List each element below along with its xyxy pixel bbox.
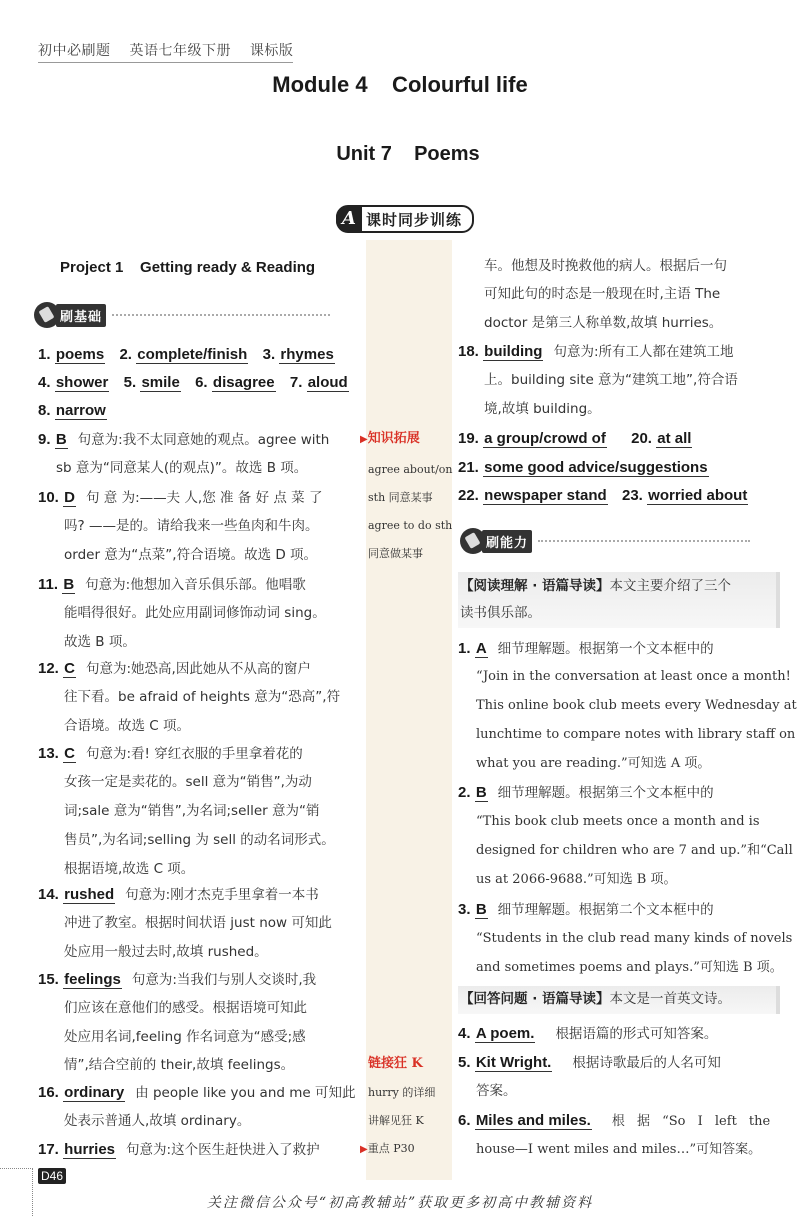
question-14: [38, 880, 319, 910]
edition-name: 课标版: [249, 43, 294, 59]
question-number: 11.: [38, 576, 59, 593]
explanation-text: 根据诗歌最后的人名可知: [572, 1055, 721, 1071]
question-11-cont: [64, 599, 326, 628]
question-number: 15.: [38, 971, 59, 988]
reading-question-6: [458, 1106, 770, 1136]
question-13-cont: [64, 797, 320, 826]
dotted-divider: [112, 314, 330, 316]
explanation-text: “Students in the club read many kinds of novels: [476, 931, 793, 946]
question-number: 13.: [38, 745, 59, 762]
explanation-text: 词;sale 意为“销售”,为名词;seller 意为“销: [64, 803, 320, 819]
link-title: 链接狂 K: [368, 1056, 423, 1071]
answer: Kit Wright.: [475, 1054, 552, 1071]
question-11: [38, 570, 306, 600]
answer: aloud: [307, 374, 348, 391]
explanation-text: 细节理解题。根据第三个文本框中的: [497, 785, 714, 801]
explanation-text: 细节理解题。根据第一个文本框中的: [497, 641, 714, 657]
unit-title: Unit 7 Poems: [336, 143, 480, 165]
answer: rushed: [64, 886, 115, 903]
answer: poems: [55, 346, 105, 363]
question-10: [38, 483, 322, 513]
explanation-text: 句意为:他想加入音乐俱乐部。他唱歌: [85, 577, 306, 593]
reading-question-2-cont: [476, 836, 793, 865]
explanation-text: 情”,结合空前的 their,故填 feelings。: [64, 1057, 295, 1073]
question-number: 10.: [38, 489, 59, 506]
question-11-cont: [64, 628, 136, 657]
dotted-divider: [538, 540, 750, 542]
question-number: 18.: [458, 343, 479, 360]
question-16: [38, 1078, 355, 1108]
answer: newspaper stand: [484, 487, 607, 504]
question-17-cont: [484, 252, 727, 281]
pointer-arrow-icon: ▶: [360, 1144, 368, 1155]
question-number: 1.: [38, 346, 51, 363]
question-number: 2.: [119, 346, 132, 363]
explanation-text: sb 意为“同意某人(的观点)”。故选 B 项。: [56, 460, 308, 476]
explanation-text: 吗? ——是的。请给我来一些鱼肉和牛肉。: [64, 518, 319, 534]
explanation-text: 上。building site 意为“建筑工地”,符合语: [484, 372, 738, 388]
question-number: 2.: [458, 784, 471, 801]
question-9-cont: [56, 454, 307, 483]
answer: rhymes: [280, 346, 334, 363]
explanation-text: 合语境。故选 C 项。: [64, 718, 191, 734]
explanation-text: 句意为:当我们与别人交谈时,我: [131, 972, 317, 988]
question-14-cont: [64, 909, 332, 938]
margin-notes-strip: [366, 240, 452, 1180]
answer: a group/crowd of: [484, 430, 606, 447]
question-number: 14.: [38, 886, 59, 903]
explanation-text: 句意为:她恐高,因此她从不从高的窗户: [86, 661, 311, 677]
project-title: Project 1 Getting ready & Reading: [60, 259, 316, 276]
explanation-text: “Join in the conversation at least once a month!: [476, 669, 791, 684]
reading-question-2-cont: [476, 865, 676, 894]
question-number: 16.: [38, 1084, 59, 1101]
reading-question-3-cont: [476, 924, 792, 953]
question-12: [38, 654, 311, 684]
question-18-cont: [484, 366, 738, 395]
subject-name: 英语七年级下册: [129, 43, 231, 59]
question-15: [38, 965, 316, 995]
question-18: [458, 337, 734, 367]
answer: B: [475, 784, 487, 801]
explanation-text: lunchtime to compare notes with library staff on: [476, 727, 796, 742]
explanation-text: 往下看。be afraid of heights 意为“恐高”,符: [64, 689, 341, 705]
answer: some good advice/suggestions: [484, 459, 708, 476]
knowledge-expansion-title: [360, 425, 420, 454]
explanation-text: designed for children who are 7 and up.”和“Call: [476, 843, 793, 858]
answer-row-3: [38, 396, 107, 426]
explanation-text: 本文主要介绍了三个: [609, 578, 732, 594]
answer: C: [64, 745, 75, 762]
answer-row-2: [38, 368, 349, 398]
question-number: 6.: [458, 1112, 471, 1129]
answer: B: [63, 576, 75, 593]
section-badge: [336, 205, 474, 233]
text: 重点 P30: [367, 1142, 415, 1155]
explanation-text: 售员”,为名词;selling 为 sell 的动名词形式。: [64, 832, 335, 848]
explanation-text: 【回答问题 · 语篇导读】: [460, 991, 610, 1007]
question-17-cont: [484, 280, 720, 309]
explanation-text: 由 people like you and me 可知此: [135, 1085, 356, 1101]
question-15-cont: [64, 1051, 294, 1080]
question-number: 5.: [123, 374, 137, 391]
reading-question-6-cont: [476, 1135, 761, 1164]
section-letter: A: [336, 207, 362, 231]
footer-note: 关注微信公众号“初高教辅站”获取更多初高中教辅资料: [206, 1195, 594, 1211]
explanation-text: 句意为:这个医生赶快进入了救护: [126, 1142, 320, 1158]
link-note: hurry 的详细: [368, 1086, 436, 1099]
question-13-cont: [64, 768, 312, 797]
answer: hurries: [64, 1141, 116, 1158]
ability-practice-tag: [460, 528, 750, 554]
question-17: [38, 1135, 320, 1165]
answer: building: [484, 343, 543, 360]
question-9: [38, 425, 329, 455]
explanation-text: 女孩一定是卖花的。sell 意为“销售”,为动: [64, 774, 312, 790]
question-number: 5.: [458, 1054, 471, 1071]
explanation-text: and sometimes poems and plays.”可知选 B 项。: [476, 960, 783, 975]
reading-question-3: [458, 895, 714, 925]
question-number: 1.: [458, 640, 471, 657]
question-number: 6.: [195, 374, 208, 391]
question-17-cont: [484, 309, 722, 338]
explanation-text: 处应用一般过去时,故填 rushed。: [64, 944, 268, 960]
reading-question-1-cont: [476, 720, 795, 749]
answer: A: [475, 640, 487, 657]
question-number: 19.: [458, 430, 479, 447]
link-note: 讲解见狂 K: [368, 1114, 424, 1127]
question-21: [458, 453, 709, 483]
explanation-text: 冲进了教室。根据时间状语 just now 可知此: [64, 915, 332, 931]
question-number: 20.: [631, 430, 652, 447]
explanation-text: 可知此句的时态是一般现在时,主语 The: [484, 286, 721, 302]
explanation-text: 答案。: [476, 1083, 517, 1099]
question-number: 12.: [38, 660, 59, 677]
question-number: 21.: [458, 459, 479, 476]
explanation-text: 句意为:刚才杰克手里拿着一本书: [125, 887, 319, 903]
question-10-cont: [64, 512, 318, 541]
question-number: 17.: [38, 1141, 59, 1158]
question-number: 23.: [622, 487, 643, 504]
link-note: [360, 1135, 415, 1164]
explanation-text: doctor 是第三人称单数,故填 hurries。: [484, 315, 723, 331]
ability-tag-label: 刷能力: [482, 530, 532, 553]
pen-icon: [460, 528, 486, 554]
answer: smile: [141, 374, 180, 391]
question-13: [38, 739, 303, 769]
question-14-cont: [64, 938, 268, 967]
question-number: 3.: [262, 346, 276, 363]
reading-question-2: [458, 778, 714, 808]
explanation-text: house—I went miles and miles…”可知答案。: [476, 1142, 762, 1157]
answer: feelings: [64, 971, 121, 988]
explanation-text: 车。他想及时挽救他的病人。根据后一句: [484, 258, 727, 274]
section-label: 课时同步训练: [365, 210, 462, 229]
explanation-text: 能唱得很好。此处应用副词修饰动词 sing。: [64, 605, 326, 621]
reading-question-1: [458, 634, 714, 664]
question-18-cont: [484, 395, 601, 424]
knowledge-note: agree about/on: [368, 463, 453, 476]
explanation-text: 处表示普通人,故填 ordinary。: [64, 1113, 251, 1129]
question-10-cont: [64, 541, 317, 570]
question-16-cont: [64, 1107, 250, 1136]
knowledge-note: agree to do sth: [368, 519, 453, 532]
question-13-cont: [64, 826, 335, 855]
explanation-text: 根据语境,故选 C 项。: [64, 861, 195, 877]
pointer-arrow-icon: ▶: [360, 434, 368, 445]
running-header: [38, 40, 293, 63]
knowledge-note: 同意做某事: [368, 547, 423, 560]
explanation-text: order 意为“点菜”,符合语境。故选 D 项。: [64, 547, 318, 563]
knowledge-note: sth 同意某事: [368, 491, 433, 504]
explanation-text: 句意为:所有工人都在建筑工地: [553, 344, 734, 360]
answer: complete/finish: [137, 346, 248, 363]
answer: narrow: [55, 402, 106, 419]
question-number: 4.: [458, 1025, 471, 1042]
module-title: Module 4 Colourful life: [272, 72, 528, 97]
question-number: 8.: [38, 402, 51, 419]
reading-question-1-cont: [476, 691, 797, 720]
answer: disagree: [212, 374, 275, 391]
answer: B: [475, 901, 487, 918]
reading-question-5: [458, 1048, 721, 1078]
explanation-text: 根 据 “So I left the: [611, 1114, 771, 1129]
reading-guide: [460, 572, 731, 601]
answer: ordinary: [64, 1084, 125, 1101]
question-number: 9.: [38, 431, 51, 448]
question-12-cont: [64, 712, 190, 741]
question-15-cont: [64, 994, 307, 1023]
answer: A poem.: [475, 1025, 535, 1042]
reading-question-2-cont: [476, 807, 760, 836]
reading-question-1-cont: [476, 749, 710, 778]
answer: at all: [657, 430, 692, 447]
explanation-text: what you are reading.”可知选 A 项。: [476, 756, 711, 771]
answer: Miles and miles.: [475, 1112, 591, 1129]
question-12-cont: [64, 683, 340, 712]
basic-tag-label: 刷基础: [56, 304, 106, 327]
explanation-text: 句意为:看! 穿红衣服的手里拿着花的: [86, 746, 303, 762]
explanation-text: 细节理解题。根据第二个文本框中的: [497, 902, 714, 918]
answer: D: [64, 489, 75, 506]
reading-question-4: [458, 1019, 717, 1049]
explanation-text: 根据语篇的形式可知答案。: [555, 1026, 718, 1042]
reading-guide-cont: [460, 599, 541, 628]
explanation-text: 处应用名词,feeling 作名词意为“感受;感: [64, 1029, 306, 1045]
reading-question-3-cont: [476, 953, 783, 982]
explanation-text: 故选 B 项。: [64, 634, 136, 650]
text: 知识拓展: [367, 431, 420, 446]
question-number: 4.: [38, 374, 51, 391]
page-number: D46: [38, 1168, 66, 1184]
reading-question-5-cont: [476, 1077, 517, 1106]
answer: B: [55, 431, 67, 448]
question-19-20: [458, 424, 692, 454]
explanation-text: 们应该在意他们的感受。根据语境可知此: [64, 1000, 307, 1016]
explanation-text: This online book club meets every Wednesday at: [476, 698, 797, 713]
question-22-23: [458, 481, 748, 511]
explanation-text: 句 意 为:——夫 人,您 准 备 好 点 菜 了: [86, 490, 323, 506]
explanation-text: 句意为:我不太同意她的观点。agree with: [77, 432, 330, 448]
question-15-cont: [64, 1023, 306, 1052]
answer-guide: [460, 985, 731, 1014]
explanation-text: “This book club meets once a month and is: [476, 814, 760, 829]
basic-practice-tag: [34, 302, 330, 328]
explanation-text: us at 2066-9688.”可知选 B 项。: [476, 872, 677, 887]
explanation-text: 【阅读理解 · 语篇导读】: [460, 578, 610, 594]
question-number: 3.: [458, 901, 471, 918]
explanation-text: 境,故填 building。: [484, 401, 601, 417]
answer: shower: [55, 374, 109, 391]
reading-question-1-cont: [476, 662, 791, 691]
explanation-text: 读书俱乐部。: [460, 605, 541, 621]
explanation-text: 本文是一首英文诗。: [609, 991, 732, 1007]
question-number: 7.: [289, 374, 303, 391]
answer-row-1: [38, 340, 335, 370]
series-name: 初中必刷题: [38, 43, 111, 59]
answer: C: [64, 660, 75, 677]
answer: worried about: [648, 487, 748, 504]
pen-icon: [34, 302, 60, 328]
question-number: 22.: [458, 487, 479, 504]
